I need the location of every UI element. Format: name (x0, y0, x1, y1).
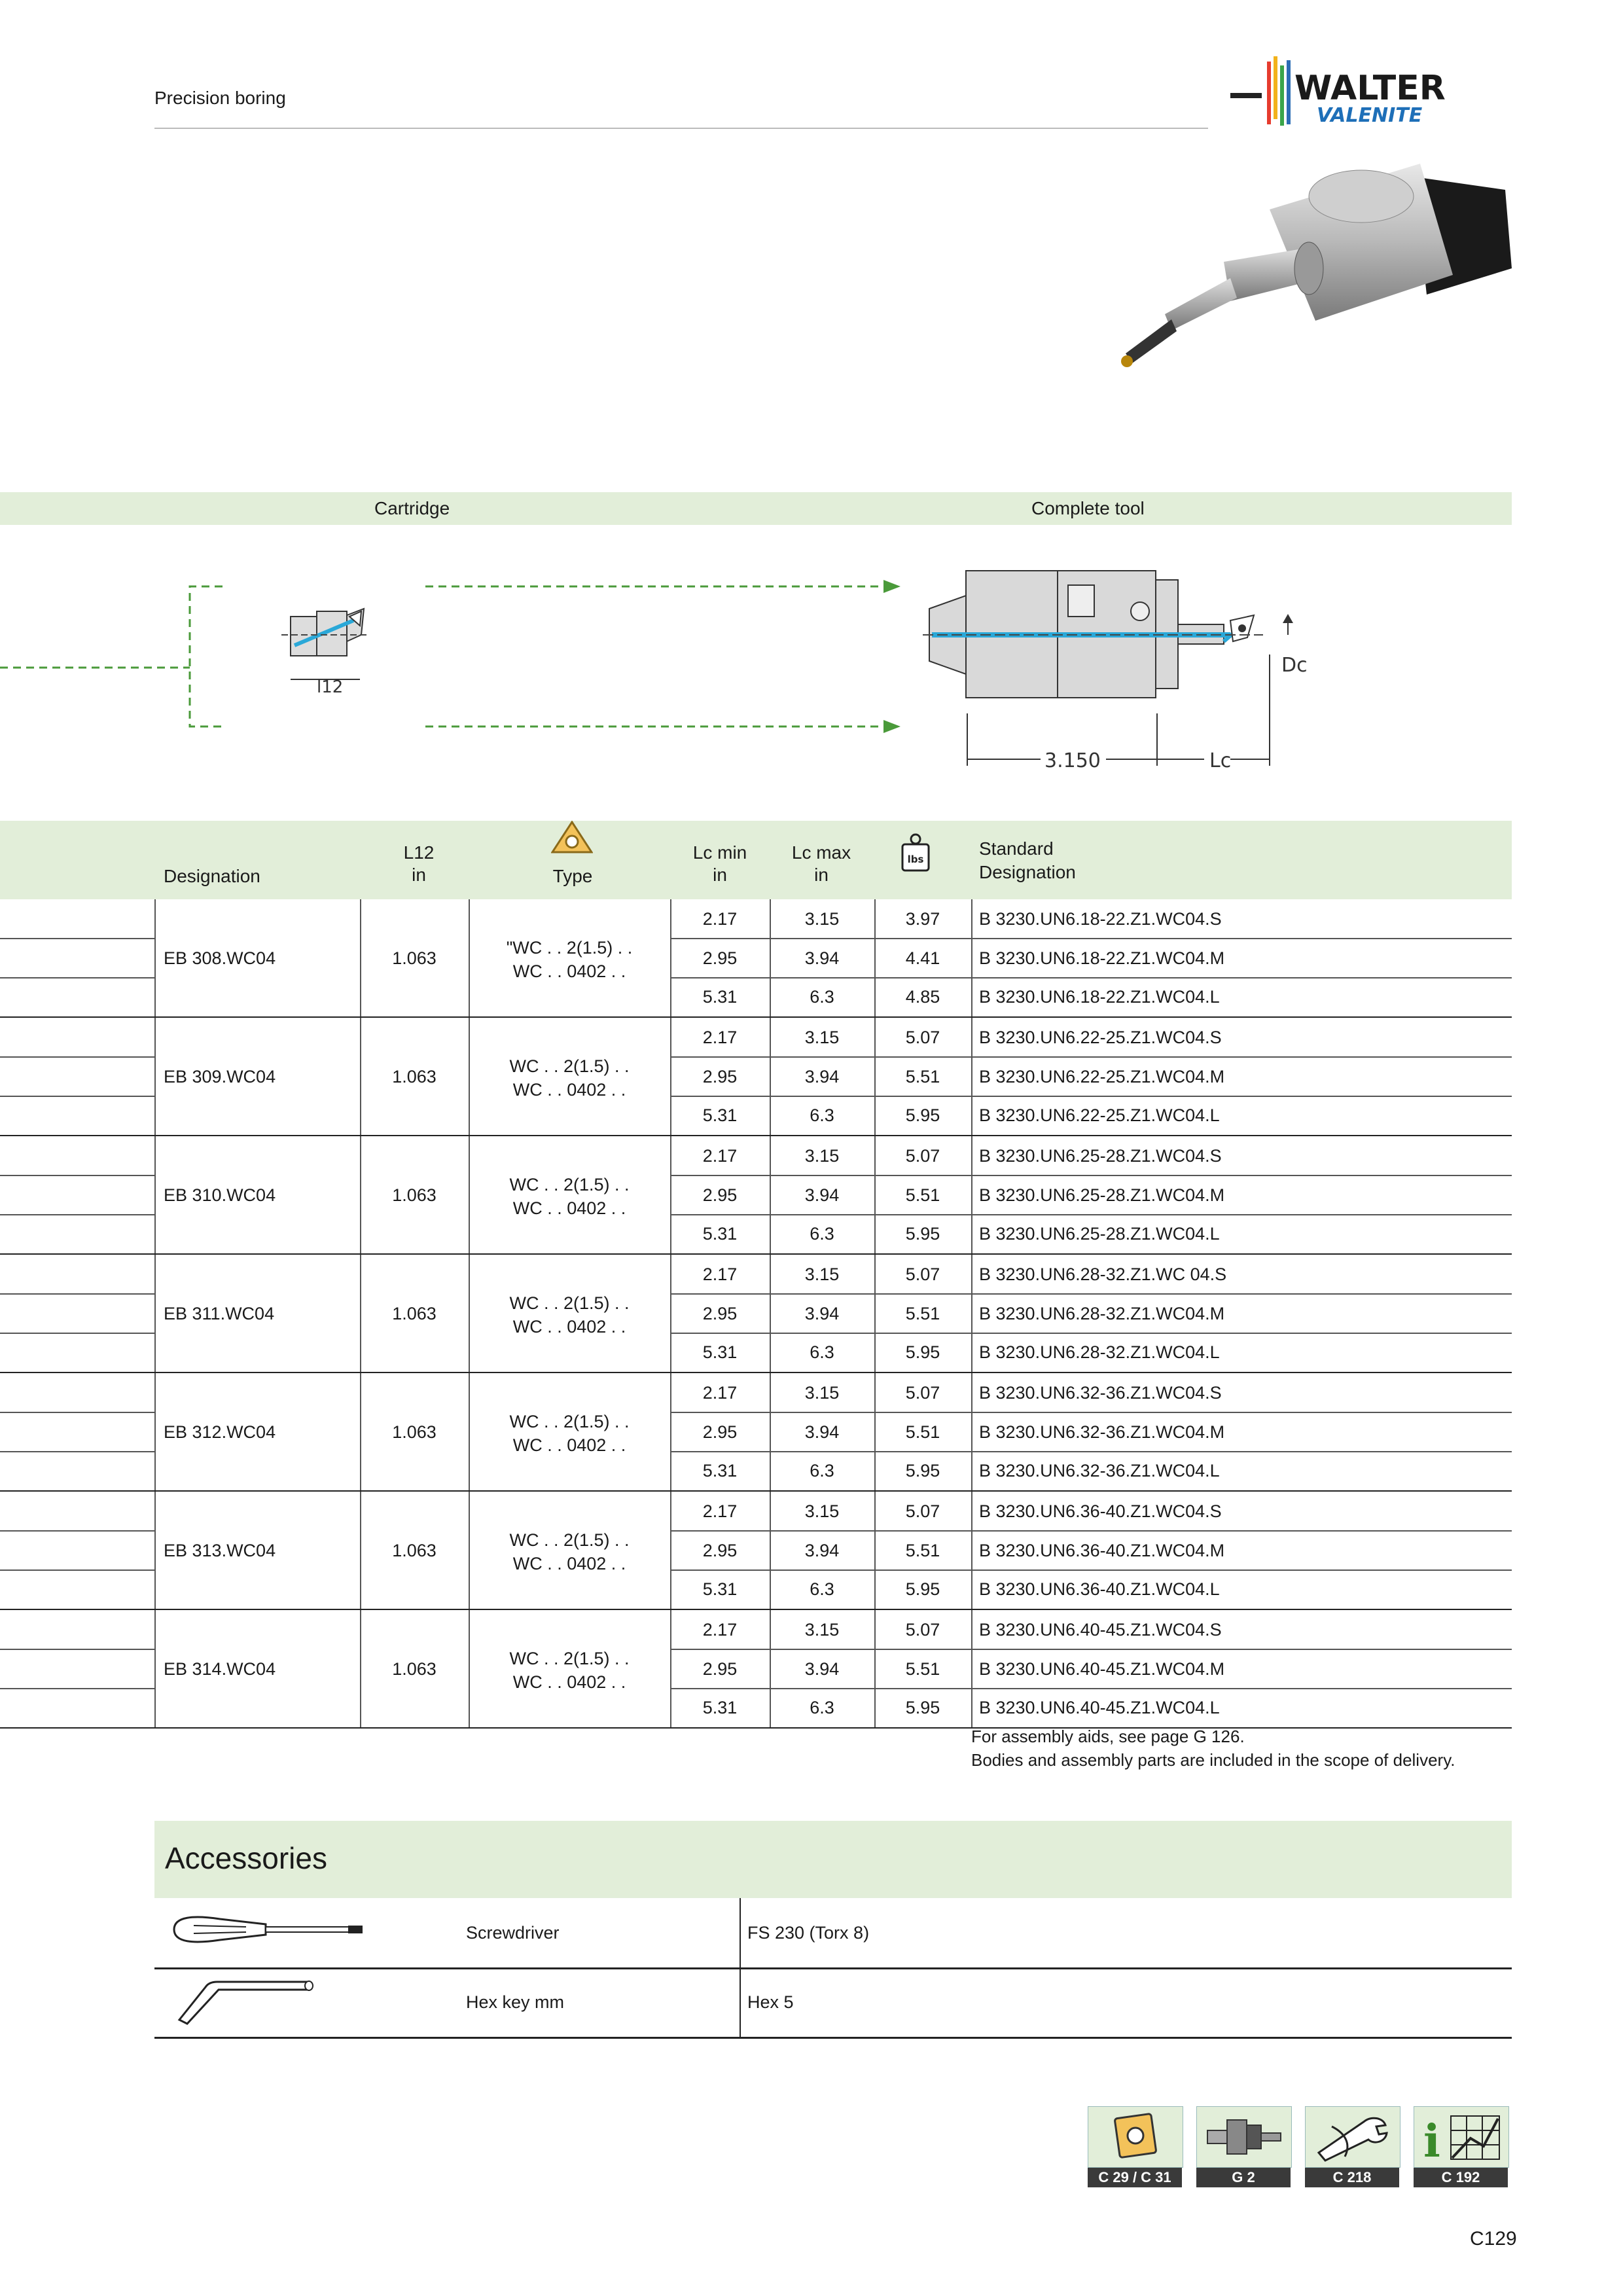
lcmin-cell: 5.31 (702, 1461, 738, 1481)
standard-designation-cell: B 3230.UN6.22-25.Z1.WC04.S (979, 1028, 1222, 1047)
lcmax-cell: 6.3 (810, 1224, 834, 1244)
standard-designation-cell: B 3230.UN6.25-28.Z1.WC04.M (979, 1185, 1225, 1205)
designation-cell: EB 308.WC04 (164, 948, 276, 968)
standard-designation-cell: B 3230.UN6.22-25.Z1.WC04.L (979, 1105, 1220, 1126)
l12-cell: 1.063 (392, 1304, 437, 1323)
row-divider (670, 1333, 1512, 1334)
standard-designation-cell: B 3230.UN6.36-40.Z1.WC04.M (979, 1540, 1225, 1560)
ref-wrench-button[interactable] (1305, 2106, 1399, 2187)
lcmin-cell: 2.95 (702, 1540, 738, 1560)
type-cell: WC . . 0402 . . (512, 961, 626, 981)
weight-cell: 5.07 (905, 1620, 940, 1640)
assembly-diagram (0, 543, 1512, 805)
wrench-icon (1305, 2106, 1400, 2168)
lcmax-cell: 6.3 (810, 987, 834, 1007)
hex-key-icon (168, 1974, 325, 2030)
lcmax-cell: 3.94 (804, 1303, 840, 1323)
table-group (0, 1018, 1512, 1136)
row-divider (0, 1530, 154, 1532)
weight-cell: 5.07 (905, 1028, 940, 1047)
lc-label: Lc (1209, 749, 1232, 772)
column-divider (154, 1255, 156, 1372)
ref-label: C 218 (1305, 2168, 1399, 2187)
column-divider (971, 1492, 972, 1609)
standard-designation-cell: B 3230.UN6.25-28.Z1.WC04.S (979, 1146, 1222, 1166)
lcmin-cell: 5.31 (702, 987, 738, 1007)
column-divider (971, 1136, 972, 1253)
col-l12: L12 (403, 842, 435, 863)
row-divider (0, 1451, 154, 1452)
lcmin-cell: 5.31 (702, 1342, 738, 1363)
row-divider (670, 1412, 1512, 1413)
note-assembly: For assembly aids, see page G 126. (971, 1727, 1245, 1746)
standard-designation-cell: B 3230.UN6.40-45.Z1.WC04.L (979, 1698, 1220, 1718)
row-divider (670, 938, 1512, 939)
dc-label: Dc (1281, 654, 1308, 677)
standard-designation-cell: B 3230.UN6.36-40.Z1.WC04.S (979, 1501, 1222, 1521)
weight-cell: 5.95 (905, 1579, 940, 1600)
cartridge-label: Cartridge (374, 498, 450, 518)
row-divider (0, 1096, 154, 1097)
row-divider (0, 1412, 154, 1413)
table-group (0, 899, 1512, 1018)
row-divider (0, 1293, 154, 1295)
ref-label: C 29 / C 31 (1088, 2168, 1182, 2187)
type-cell: WC . . 0402 . . (512, 1435, 626, 1455)
col-lcmin-unit: in (713, 865, 727, 885)
lcmax-cell: 3.15 (804, 1265, 840, 1284)
dim-3150-label: 3.150 (1044, 749, 1101, 772)
lcmax-cell: 3.94 (804, 1185, 840, 1205)
table-group (0, 1373, 1512, 1492)
column-divider (971, 1610, 972, 1727)
section-band (0, 492, 1512, 525)
weight-cell: 4.85 (905, 987, 940, 1007)
col-std-2: Designation (979, 862, 1076, 882)
product-table (0, 899, 1512, 1729)
designation-cell: EB 313.WC04 (164, 1541, 276, 1560)
row-divider (670, 1530, 1512, 1532)
lcmin-cell: 2.95 (702, 1659, 738, 1679)
standard-designation-cell: B 3230.UN6.28-32.Z1.WC04.L (979, 1342, 1220, 1363)
lcmax-cell: 3.94 (804, 1422, 840, 1442)
lcmin-cell: 2.95 (702, 1185, 738, 1205)
accessory-divider (740, 1898, 741, 1967)
weight-cell: 5.51 (905, 1659, 940, 1679)
lcmin-cell: 2.95 (702, 1303, 738, 1323)
standard-designation-cell: B 3230.UN6.32-36.Z1.WC04.M (979, 1422, 1225, 1442)
svg-text:i: i (1423, 2115, 1440, 2167)
row-divider (670, 1293, 1512, 1295)
weight-cell: 4.41 (905, 948, 940, 968)
accessory-name: Screwdriver (466, 1923, 560, 1943)
lcmax-cell: 6.3 (810, 1579, 834, 1600)
lcmin-cell: 5.31 (702, 1105, 738, 1126)
standard-designation-cell: B 3230.UN6.25-28.Z1.WC04.L (979, 1224, 1220, 1244)
lcmin-cell: 2.95 (702, 1066, 738, 1086)
lcmax-cell: 3.15 (804, 1501, 840, 1521)
row-divider (0, 1688, 154, 1689)
standard-designation-cell: B 3230.UN6.18-22.Z1.WC04.L (979, 987, 1220, 1007)
complete-tool-label: Complete tool (1031, 498, 1145, 518)
column-divider (154, 1492, 156, 1609)
row-divider (670, 1451, 1512, 1452)
standard-designation-cell: B 3230.UN6.40-45.Z1.WC04.S (979, 1620, 1222, 1640)
lcmin-cell: 2.17 (702, 1146, 738, 1166)
weight-cell: 5.07 (905, 1265, 940, 1284)
logo-valenite: VALENITE (1317, 104, 1423, 127)
row-divider (0, 1214, 154, 1215)
column-divider (154, 899, 156, 1016)
weight-cell: 5.95 (905, 1105, 940, 1126)
designation-cell: EB 309.WC04 (164, 1067, 276, 1086)
type-cell: WC . . 2(1.5) . . (509, 1649, 630, 1668)
weight-cell: 5.95 (905, 1461, 940, 1481)
l12-cell: 1.063 (392, 1422, 437, 1442)
row-divider (0, 1649, 154, 1650)
ref-label: G 2 (1196, 2168, 1291, 2187)
logo-walter: WALTER (1294, 69, 1446, 108)
lcmin-cell: 2.17 (702, 1501, 738, 1521)
col-l12-unit: in (412, 865, 426, 885)
type-cell: WC . . 0402 . . (512, 1317, 626, 1336)
row-divider (670, 1056, 1512, 1058)
accessories-title: Accessories (165, 1841, 327, 1875)
type-cell: WC . . 0402 . . (512, 1198, 626, 1218)
l12-cell: 1.063 (392, 1541, 437, 1560)
column-divider (154, 1373, 156, 1490)
row-divider (670, 1649, 1512, 1650)
col-type: Type (552, 866, 593, 886)
lcmin-cell: 2.17 (702, 1028, 738, 1047)
l12-cell: 1.063 (392, 948, 437, 968)
lcmin-cell: 2.95 (702, 1422, 738, 1442)
accessory-row (154, 1898, 1512, 1969)
weight-cell: 5.07 (905, 1146, 940, 1166)
accessory-divider (740, 1967, 741, 2037)
column-divider (154, 1136, 156, 1253)
row-divider (0, 1056, 154, 1058)
row-divider (670, 1175, 1512, 1176)
row-divider (670, 1096, 1512, 1097)
column-divider (971, 1373, 972, 1490)
lcmax-cell: 3.94 (804, 1066, 840, 1086)
page-number: C129 (1470, 2228, 1517, 2250)
boring-head-photo (1113, 151, 1518, 412)
row-divider (0, 938, 154, 939)
row-divider (670, 1688, 1512, 1689)
insert-icon (1088, 2106, 1183, 2168)
lcmax-cell: 3.15 (804, 1028, 840, 1047)
accessory-row (154, 1967, 1512, 2039)
designation-cell: EB 310.WC04 (164, 1185, 276, 1205)
lcmax-cell: 3.15 (804, 1620, 840, 1640)
row-divider (0, 1570, 154, 1571)
lcmin-cell: 5.31 (702, 1224, 738, 1244)
standard-designation-cell: B 3230.UN6.32-36.Z1.WC04.S (979, 1383, 1222, 1403)
row-divider (0, 1333, 154, 1334)
lcmax-cell: 6.3 (810, 1698, 834, 1718)
weight-cell: 5.51 (905, 1303, 940, 1323)
lcmin-cell: 2.17 (702, 1620, 738, 1640)
standard-designation-cell: B 3230.UN6.18-22.Z1.WC04.S (979, 909, 1222, 929)
lcmax-cell: 3.94 (804, 948, 840, 968)
lcmax-cell: 6.3 (810, 1342, 834, 1363)
lcmin-cell: 2.17 (702, 909, 738, 929)
lcmax-cell: 3.94 (804, 1540, 840, 1560)
weight-cell: 5.07 (905, 1501, 940, 1521)
row-divider (670, 1570, 1512, 1571)
weight-unit: lbs (907, 853, 924, 865)
standard-designation-cell: B 3230.UN6.22-25.Z1.WC04.M (979, 1066, 1225, 1086)
insert-type-icon (551, 821, 593, 861)
lcmin-cell: 2.95 (702, 948, 738, 968)
type-cell: WC . . 2(1.5) . . (509, 1056, 630, 1076)
l12-cell: 1.063 (392, 1185, 437, 1205)
table-header (0, 821, 1512, 899)
weight-cell: 5.51 (905, 1185, 940, 1205)
weight-cell: 5.95 (905, 1224, 940, 1244)
ref-insert-button[interactable] (1088, 2106, 1182, 2187)
weight-cell: 5.51 (905, 1540, 940, 1560)
col-std-1: Standard (979, 838, 1054, 859)
note-delivery: Bodies and assembly parts are included in the scope of delivery. (971, 1750, 1455, 1770)
table-group (0, 1610, 1512, 1729)
type-cell: WC . . 2(1.5) . . (509, 1530, 630, 1550)
accessory-spec: Hex 5 (747, 1992, 794, 2012)
l12-cell: 1.063 (392, 1659, 437, 1679)
lcmax-cell: 6.3 (810, 1105, 834, 1126)
weight-cell: 5.07 (905, 1383, 940, 1403)
ref-info-button[interactable] (1414, 2106, 1508, 2187)
accessories-band (154, 1821, 1512, 1898)
walter-valenite-logo (1230, 56, 1512, 128)
weight-cell: 5.51 (905, 1066, 940, 1086)
l12-label: l12 (317, 677, 344, 697)
lcmin-cell: 2.17 (702, 1383, 738, 1403)
screwdriver-icon (168, 1910, 370, 1952)
designation-cell: EB 314.WC04 (164, 1659, 276, 1679)
column-divider (154, 1018, 156, 1135)
standard-designation-cell: B 3230.UN6.36-40.Z1.WC04.L (979, 1579, 1220, 1600)
column-divider (154, 1610, 156, 1727)
col-lcmin: Lc min (692, 842, 747, 863)
weight-cell: 5.95 (905, 1342, 940, 1363)
lcmax-cell: 6.3 (810, 1461, 834, 1481)
table-group (0, 1255, 1512, 1373)
table-group (0, 1136, 1512, 1255)
row-divider (0, 977, 154, 978)
accessory-spec: FS 230 (Torx 8) (747, 1923, 870, 1943)
info-chart-icon (1414, 2106, 1509, 2168)
row-divider (670, 1214, 1512, 1215)
table-group (0, 1492, 1512, 1610)
tool-holder-icon (1196, 2106, 1292, 2168)
type-cell: WC . . 0402 . . (512, 1672, 626, 1692)
lcmax-cell: 3.15 (804, 1383, 840, 1403)
standard-designation-cell: B 3230.UN6.28-32.Z1.WC 04.S (979, 1265, 1227, 1284)
designation-cell: EB 312.WC04 (164, 1422, 276, 1442)
row-divider (670, 977, 1512, 978)
lcmax-cell: 3.15 (804, 1146, 840, 1166)
ref-label: C 192 (1414, 2168, 1508, 2187)
standard-designation-cell: B 3230.UN6.32-36.Z1.WC04.L (979, 1461, 1220, 1481)
accessory-name: Hex key mm (466, 1992, 565, 2012)
type-cell: WC . . 0402 . . (512, 1080, 626, 1100)
col-designation: Designation (164, 866, 260, 886)
designation-cell: EB 311.WC04 (164, 1304, 275, 1323)
lcmax-cell: 3.15 (804, 909, 840, 929)
standard-designation-cell: B 3230.UN6.40-45.Z1.WC04.M (979, 1659, 1225, 1679)
ref-tool-holder-button[interactable] (1196, 2106, 1291, 2187)
weight-icon (901, 833, 931, 872)
lcmin-cell: 2.17 (702, 1265, 738, 1284)
l12-cell: 1.063 (392, 1067, 437, 1086)
type-cell: WC . . 0402 . . (512, 1554, 626, 1573)
row-divider (0, 1175, 154, 1176)
weight-cell: 3.97 (905, 909, 940, 929)
type-cell: WC . . 2(1.5) . . (509, 1175, 630, 1194)
header-rule (154, 128, 1208, 129)
col-lcmax: Lc max (791, 842, 851, 863)
type-cell: WC . . 2(1.5) . . (509, 1293, 630, 1313)
standard-designation-cell: B 3230.UN6.28-32.Z1.WC04.M (979, 1303, 1225, 1323)
lcmax-cell: 3.94 (804, 1659, 840, 1679)
lcmin-cell: 5.31 (702, 1579, 738, 1600)
column-divider (971, 1018, 972, 1135)
column-divider (971, 1255, 972, 1372)
section-title: Precision boring (154, 88, 286, 108)
col-lcmax-unit: in (814, 865, 829, 885)
weight-cell: 5.95 (905, 1698, 940, 1718)
weight-cell: 5.51 (905, 1422, 940, 1442)
type-cell: WC . . 2(1.5) . . (509, 1412, 630, 1431)
standard-designation-cell: B 3230.UN6.18-22.Z1.WC04.M (979, 948, 1225, 968)
column-divider (971, 899, 972, 1016)
lcmin-cell: 5.31 (702, 1698, 738, 1718)
type-cell: "WC . . 2(1.5) . . (506, 938, 633, 958)
